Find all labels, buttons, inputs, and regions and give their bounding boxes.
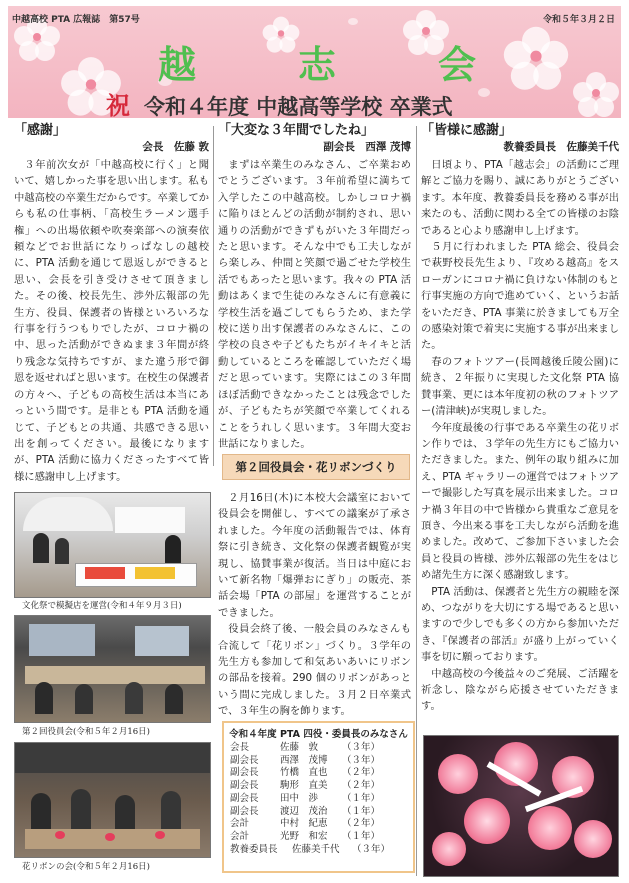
roster-row: 副会長 竹橋 直也 （２年） (230, 767, 381, 779)
photo-caption: 文化祭で模擬店を運営(令和４年９月３日) (22, 601, 182, 611)
ribbon-workshop-photo (14, 742, 211, 858)
roster-title: 令和４年度 PTA 四役・委員長のみなさん (229, 729, 408, 740)
article-paragraph: ５月に行われました PTA 総会、役員会で萩野校長先生より、『攻める越高』をスローガンにコロナ禍に負けない体制のもと行事実施の方向で進めていく、というお話をいただき、PTA 事業に於きましても万全の感染対策で着実に実施する事が出来ました。 (421, 241, 619, 352)
article-title: 「皆様に感謝」 (421, 123, 513, 138)
roster-row: 副会長 田中 渉 （１年） (230, 792, 381, 804)
cherry-blossom-icon (504, 27, 568, 91)
meeting-photo (14, 615, 211, 723)
column-divider (416, 126, 417, 876)
masthead-title (158, 34, 478, 89)
roster-row: 副会長 渡辺 茂治 （１年） (230, 805, 381, 817)
article-author: 会長 佐藤 敦 (142, 141, 209, 153)
roster-row: 教養委員長 佐藤美千代 （３年） (230, 843, 391, 855)
graduation-headline (106, 86, 453, 118)
article-body: まずは卒業生のみなさん、ご卒業おめでとうございます。３年前希望に満ちて入学したこの中越高校。しかしコロナ禍に陥りほとんどの活動が制約され、思い通りの活動ができずもがいた３年間だったと思います。そんな中でも工夫しながら楽しみ、仲間と笑顔で過ごせた学校生活でもあったと思います。我々の PTA 活動はあくまで生徒のみなさんに有意義に学校生活を過ごしてもらうため、また学校に送り出す保護者のみなさんに、この学校の良さや子どもたちがイキイキと活動しているところを確認していただく場だと思っています。実際にはこの３年間ほぼ活動できなかったことは残念でしたが、子どもたちが笑顔で卒業してくれることをうれしく思います。３年間大変お世話になりました。 (218, 159, 411, 450)
roster-row: 会計 光野 和宏 （１年） (230, 830, 381, 842)
article-title: 「感謝」 (14, 123, 67, 138)
article-paragraph: 中越高校の今後益々のご発展、ご活躍を祈念し、陰ながら応援させていただきます。 (421, 667, 619, 713)
roster-row: 副会長 西澤 茂博 （３年） (230, 754, 381, 766)
article-body: ３年前次女が「中越高校に行く」と聞いて、嬉しかった事を思い出します。私も中越高校の卒業生だからです。卒業してからも私の仕事柄、「高校生ラーメン選手権」への出場依頼や吹奏楽部への演奏依頼などでお世話になりっぱなしの越校に、PTA 活動を通じて恩返しができると思い、会長を引き受けさせて頂きました。その後、校長先生、渉外広報部の先生方、役員、保護者の皆様といろいろな行事を行うつもりでしたが、コロナ禍の中、思った活動ができぬまま３年間が終り残念な気持ちですが、また違う形で御恩を返せればと思います。在校生の保護者の方々へ、子どもの高校生活は本当にあっという間です。是非とも PTA 活動を通じて、子どもとの共通、共感できる思い出を創ってください。最後になりますが、PTA 活動に協力くださったすべて皆様に感謝申し上げます。 (14, 159, 209, 483)
festival-photo (14, 492, 211, 598)
article-paragraph: PTA 活動は、保護者と先生方の親睦を深め、つながりを大切にする場であると思いますので少しでも多くの方から参加いただき、『保護者の部活』が盛り上がっていく事を切に願っております。 (421, 585, 619, 664)
article-president (14, 122, 209, 485)
ribbon-corsage-photo (423, 735, 619, 877)
article-vice-president (218, 122, 411, 452)
issue-label: 中越高校 PTA 広報誌 第57号 (12, 15, 140, 25)
article-body: 役員会終了後、一般会員のみなさんも合流して「花リボン」づくり。３学年の先生方も参加して和気あいあいにリボンの部品を接着。290 個のリボンがあっという間に完成しました。３月２日卒業式で、３年生の胸を飾ります。 (218, 623, 411, 718)
cherry-blossom-icon (573, 72, 619, 118)
article-meeting-report (218, 490, 411, 720)
issue-date: 令和５年３月２日 (542, 15, 615, 25)
article-paragraph: 日頃より、PTA「越志会」の活動にご理解とご協力を賜り、誠にありがとうございます。本年度、教養委員長を務める事が出来たのも、活動に関わる全ての皆様のお陰であると心より感謝申し上げます。 (421, 159, 619, 237)
masthead-banner (8, 6, 621, 118)
article-title: 「大変な３年間でしたね」 (218, 123, 375, 138)
officer-roster (222, 721, 415, 873)
photo-caption: 第２回役員会(令和５年２月16日) (22, 727, 150, 737)
article-body: ２月16日(木)に本校大会議室において役員会を開催し、すべての議案が了承されました。今年度の活動報告では、体育祭に引き続き、文化祭の保護者観覧が実現し、協賛事業が復活。当日は中庭において新名物「爆弾おにぎり」の販売、茶話会場「PTA の部屋」を運営することができました。 (218, 492, 411, 619)
roster-row: 副会長 駒形 直美 （２年） (230, 780, 381, 792)
masthead-char: 会 (437, 42, 478, 87)
article-paragraph: 春のフォトツアー(長岡越後丘陵公園)に続き、２年振りに実現した文化祭 PTA 協賛事業、更には本年度初の秋のフォトツアー(清津峡)が実現しました。 (421, 355, 619, 418)
article-paragraph: 今年度最後の行事である卒業生の花リボン作りでは、３学年の先生方にもご協力いただきました。また、例年の取り組みに加え、PTA ギャラリーの運営ではフォトツアーで撮影した写真を展示出来ました。コロナ禍３年目の中で皆様から貴重なご意見を頂き、今出来る事を工夫しながら活動を進めました。改めて、ご参加下さいました会員と役員の皆様、渉外広報部の先生をはじめ諸先生方に深く感謝致します。 (421, 421, 619, 582)
photo-caption: 花リボンの会(令和５年２月16日) (22, 862, 150, 872)
roster-row: 会長 佐藤 敦 （３年） (230, 742, 381, 753)
celebration-mark: 祝 (106, 92, 130, 118)
article-author: 副会長 西澤 茂博 (323, 141, 411, 153)
roster-row: 会計 中村 紀恵 （２年） (230, 818, 381, 830)
section-subheading: 第２回役員会・花リボンづくり (222, 454, 410, 480)
masthead-char: 志 (297, 42, 338, 87)
column-divider (213, 126, 214, 466)
article-education-chair (421, 122, 619, 715)
masthead-char: 越 (158, 42, 199, 87)
article-author: 教養委員長 佐藤美千代 (503, 141, 619, 153)
graduation-title: 令和４年度 中越高等学校 卒業式 (144, 95, 453, 118)
